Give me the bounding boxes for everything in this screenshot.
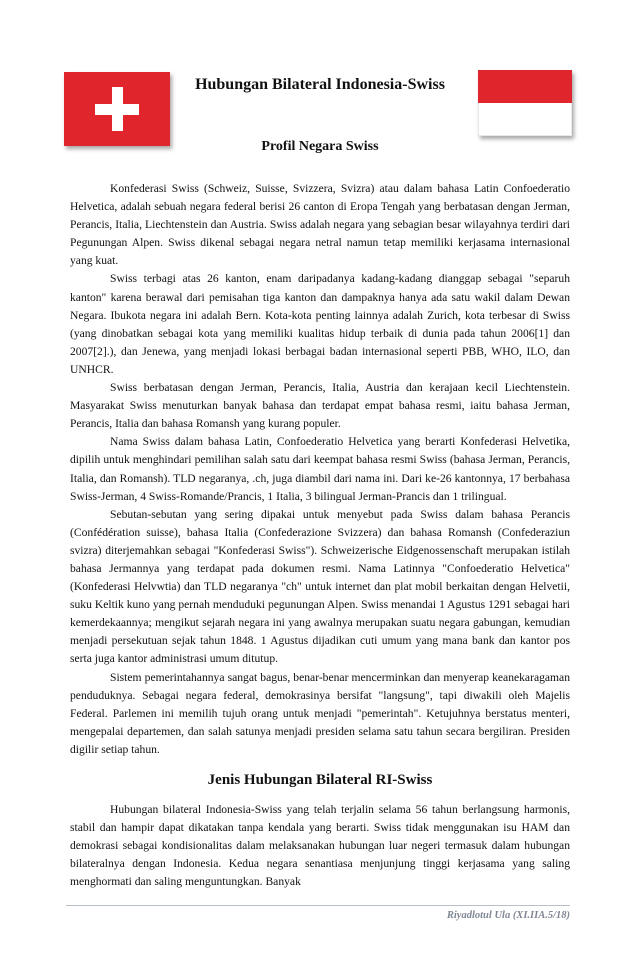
section-profile-body xyxy=(70,180,570,759)
page-title: Hubungan Bilateral Indonesia-Swiss xyxy=(195,76,445,93)
paragraph: Swiss terbagi atas 26 kanton, enam daripadanya kadang-kadang dianggap sebagai "separuh kanton" karena berawal dari pemisahan tiga kanton dan dampaknya hanya ada satu wakil dalam Dewan Negara. Ibukota negara ini adalah Bern. Kota-kota penting lainnya adalah Zurich, kota terbesar di Swiss (yang dinobatkan sebagai kota yang memiliki kualitas hidup terbaik di dunia pada tahun 2006[1] dan 2007[2].), dan Jenewa, yang menjadi lokasi berbagai badan internasional seperti PBB, WHO, ILO, dan UNHCR. xyxy=(70,272,570,376)
flag-white-stripe xyxy=(478,103,572,136)
section-heading: Jenis Hubungan Bilateral RI-Swiss xyxy=(207,772,433,788)
paragraph: Sistem pemerintahannya sangat bagus, benar-benar mencerminkan dan menyerap keanekaragaman penduduknya. Sebagai negara federal, demokrasinya bersifat "langsung", tapi diwakili oleh Majelis Federal. Parlemen ini memilih tujuh orang untuk menjadi "pemerintah". Ketujuhnya berstatus menteri, mengepalai departemen, dan salah satunya menjadi presiden selama satu tahun secara bergiliran. Presiden digilir setiap tahun. xyxy=(70,670,570,756)
paragraph: Hubungan bilateral Indonesia-Swiss yang telah terjalin selama 56 tahun berlangsung harmonis, stabil dan hampir dapat dikatakan tanpa kendala yang berarti. Swiss tidak menggunakan isu HAM dan demokrasi sebagai kondisionalitas dalam melaksanakan hubungan luar negeri termasuk dalam hubungan bilateralnya dengan Indonesia. Kedua negara senantiasa menjunjung tinggi kerjasama yang saling menghormati dan saling menguntungkan. Banyak xyxy=(70,803,570,889)
switzerland-flag xyxy=(64,72,170,146)
paragraph: Sebutan-sebutan yang sering dipakai untuk menyebut pada Swiss dalam bahasa Perancis (Confédération suisse), bahasa Italia (Confederazione Svizzera) dan bahasa Romansh (Confederaziun svizra) diterjemahkan sebagai "Konfederasi Swiss"). Schweizerische Eidgenossenschaft merupakan istilah bahasa Jermannya yang terdapat pada dokumen resmi. Nama Latinnya "Confoederatio Helvetica" (Konfederasi Helvwtia) dan TLD negaranya "ch" untuk internet dan plat mobil berkaitan dengan Helvetii, suku Keltik kuno yang pernah menduduki pegunungan Alpen. Swiss menandai 1 Agustus 1291 sebagai hari kemerdekaannya; mengikut sejarah negara ini yang awalnya merupakan suatu negara gabungan, kemudian menjadi persekutuan sejak tahun 1848. 1 Agustus dijadikan cuti umum yang mana bank dan kantor pos serta juga kantor administrasi umum ditutup. xyxy=(70,507,570,666)
flag-cross-vertical xyxy=(112,87,123,131)
paragraph: Swiss berbatasan dengan Jerman, Perancis, Italia, Austria dan kerajaan kecil Liechtenstein. Masyarakat Swiss menuturkan banyak bahasa dan terdapat empat bahasa resmi, iaitu bahasa Jerman, Perancis, Italia dan bahasa Romansh yang kurang populer. xyxy=(70,381,570,431)
paragraph: Nama Swiss dalam bahasa Latin, Confoederatio Helvetica yang berarti Konfederasi Helvetika, dipilih untuk menghindari pemilihan salah satu dari keempat bahasa resmi Swiss (bahasa Jerman, Perancis, Italia, dan Romansh). TLD negaranya, .ch, juga diambil dari nama ini. Dari ke-26 kantonnya, 17 berbahasa Swiss-Jerman, 4 Swiss-Romande/Prancis, 1 Italia, 3 bilingual Jerman-Prancis dan 1 trilingual. xyxy=(70,435,570,503)
flag-red-stripe xyxy=(478,70,572,103)
indonesia-flag xyxy=(478,70,572,136)
page-subtitle: Profil Negara Swiss xyxy=(261,139,379,154)
footer-divider xyxy=(66,905,570,906)
footer-author: Riyadlotul Ula (XI.IIA.5/18) xyxy=(446,910,570,921)
paragraph: Konfederasi Swiss (Schweiz, Suisse, Svizzera, Svizra) atau dalam bahasa Latin Confoederatio Helvetica, adalah sebuah negara federal berisi 26 canton di Eropa Tengah yang berbatasan dengan Jerman, Perancis, Italia, Liechtenstein dan Austria. Swiss adalah negara yang sebagian besar wilayahnya terdiri dari Pegunungan Alpen. Swiss dikenal sebagai negara netral namun tetap memiliki kerjasama internasional yang kuat. xyxy=(70,182,570,268)
section-relations-body xyxy=(70,801,570,891)
